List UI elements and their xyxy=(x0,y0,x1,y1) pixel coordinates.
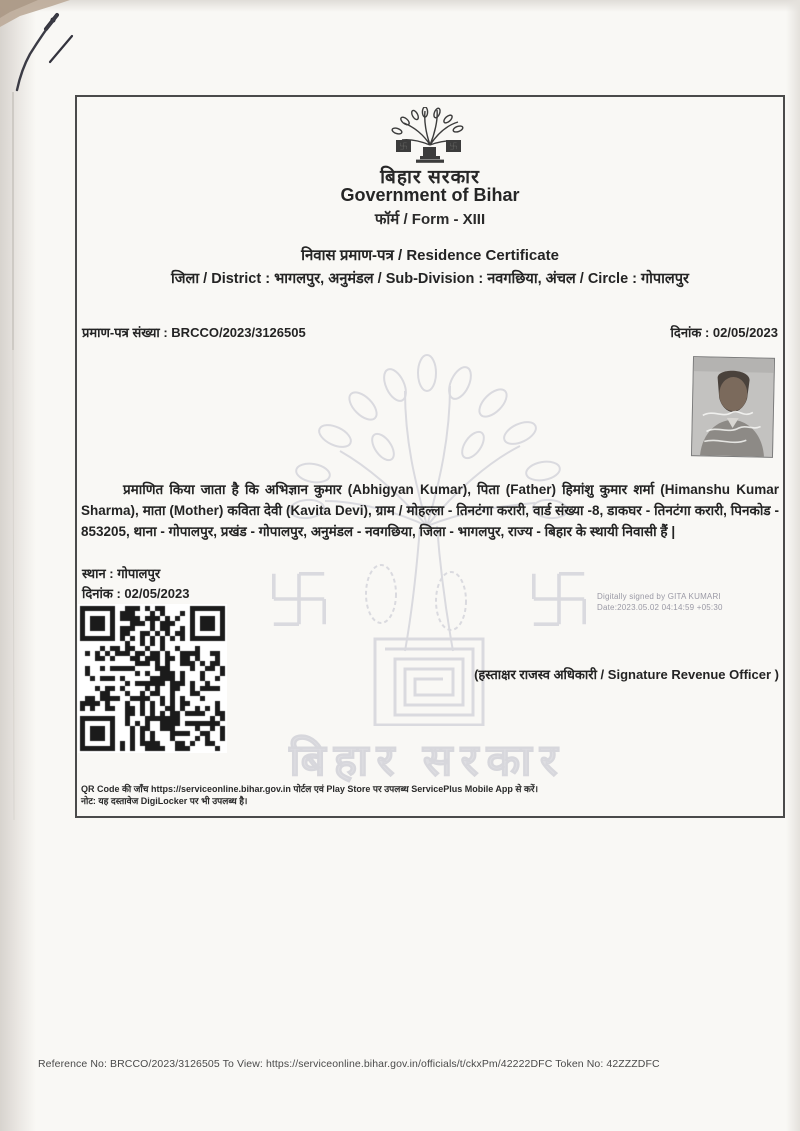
certificate-meta-row xyxy=(77,323,783,341)
certificate-date: दिनांक : 02/05/2023 xyxy=(670,325,778,340)
issue-date-line: दिनांक : 02/05/2023 xyxy=(82,586,190,601)
certificate-number: प्रमाण-पत्र संख्या : BRCCO/2023/3126505 xyxy=(82,325,306,340)
qr-note-line1: QR Code की जाँच https://serviceonline.bihar.gov.in पोर्टल एवं Play Store पर उपलब्ध ServicePlus Mobile App से करें। xyxy=(81,784,538,794)
scan-edge-right xyxy=(786,0,800,1131)
reference-footer-line: Reference No: BRCCO/2023/3126505 To View: https://serviceonline.bihar.gov.in/officials/t/ckxPm/42222DFC Token No: 42ZZZDFC xyxy=(38,1058,660,1070)
watermark-emblem xyxy=(255,351,600,796)
digital-signature-line1: Digitally signed by GITA KUMARI xyxy=(597,592,721,601)
title-english: Government of Bihar xyxy=(340,185,520,205)
certificate-body-text: प्रमाणित किया जाता है कि अभिज्ञान कुमार (Abhigyan Kumar), पिता (Father) हिमांशु कुमार शर्मा (Himanshu Kumar Sharma), माता (Mother) कविता देवी (Kavita Devi), ग्राम / मोहल्ला - तिनटंगा करारी, वार्ड संख्या -8, डाकघर - तिनटंगा करारी, पिनकोड - 853205, थाना - गोपालपुर, प्रखंड - गोपालपुर, अनुमंडल - नवगछिया, जिला - भागलपुर, राज्य - बिहार के स्थायी निवासी हैं | xyxy=(81,482,779,539)
digital-signature-line2: Date:2023.05.02 04:14:59 +05:30 xyxy=(597,603,723,612)
qr-verification-note xyxy=(81,784,541,807)
title-hindi: बिहार सरकार xyxy=(380,167,480,188)
document-title: निवास प्रमाण-पत्र / Residence Certificate xyxy=(301,247,559,264)
certificate-border-box xyxy=(75,95,785,818)
scan-edge-left xyxy=(0,0,36,1131)
bihar-government-emblem-icon xyxy=(382,107,478,163)
watermark-text: बिहार सरकार xyxy=(289,736,566,785)
place-line: स्थान : गोपालपुर xyxy=(82,566,161,581)
scan-edge-top xyxy=(0,0,800,12)
applicant-photo xyxy=(691,356,775,458)
digital-signature-stamp xyxy=(597,591,782,613)
revenue-officer-signature-caption: (हस्ताक्षर राजस्व अधिकारी / Signature Revenue Officer ) xyxy=(474,667,779,682)
form-number-line: फॉर्म / Form - XIII xyxy=(374,211,486,228)
district-subdivision-circle-line: जिला / District : भागलपुर, अनुमंडल / Sub-Division : नवगछिया, अंचल / Circle : गोपालपुर xyxy=(171,271,689,287)
qr-note-line2: नोट: यह दस्तावेज DigiLocker पर भी उपलब्ध है। xyxy=(81,795,248,806)
